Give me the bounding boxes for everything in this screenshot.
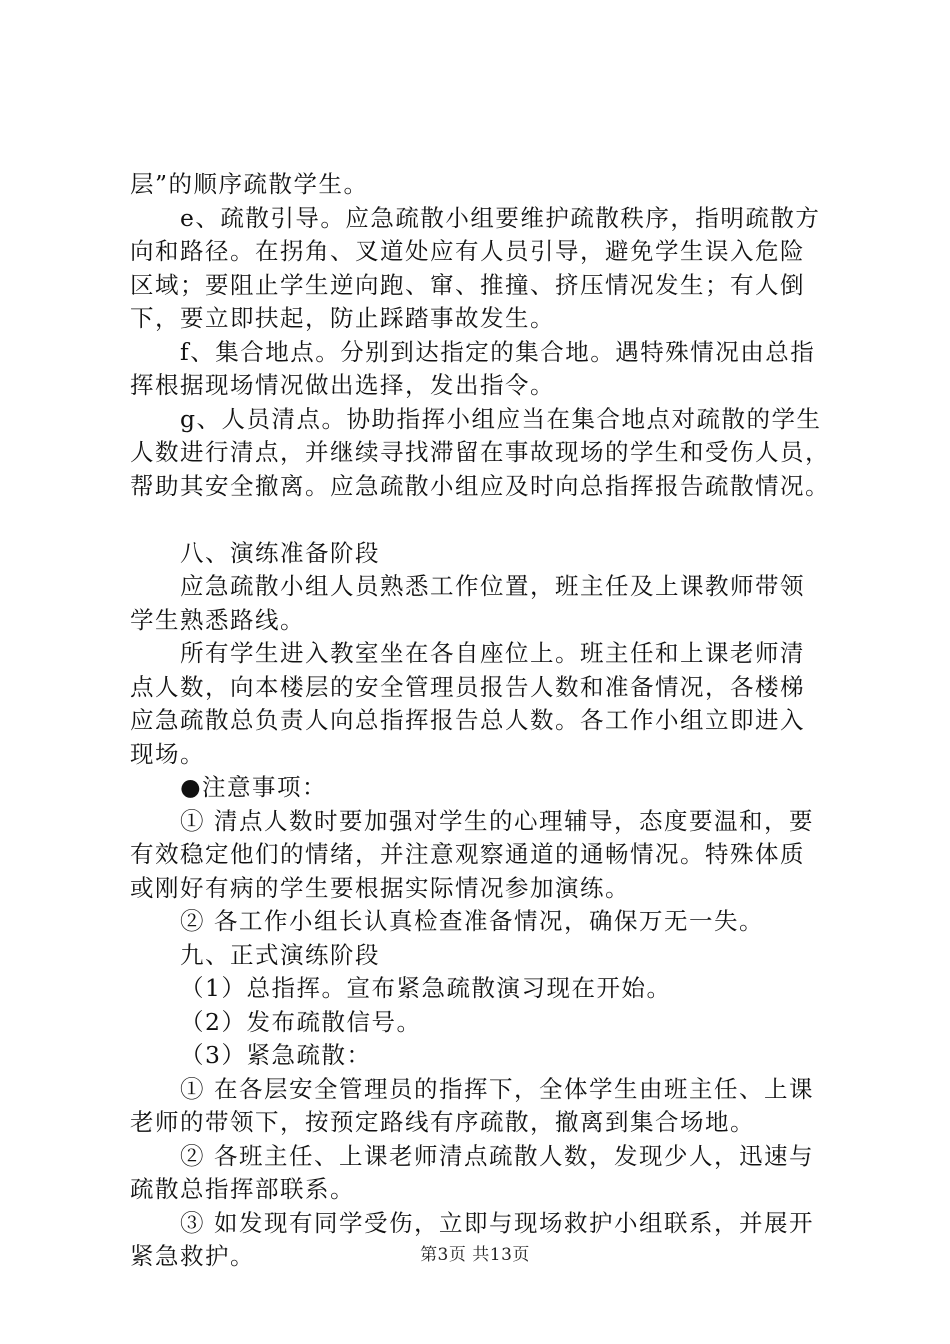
text-line: 疏散总指挥部联系。 bbox=[130, 1175, 355, 1203]
text-line: 点人数，向本楼层的安全管理员报告人数和准备情况，各楼梯 bbox=[130, 672, 805, 701]
text-line: g、人员清点。协助指挥小组应当在集合地点对疏散的学生 bbox=[180, 404, 822, 433]
document-body bbox=[130, 168, 842, 1274]
notes-heading: ●注意事项： bbox=[180, 773, 328, 801]
text-line: ② 各班主任、上课老师清点疏散人数，发现少人，迅速与 bbox=[180, 1141, 814, 1170]
text-line: ① 清点人数时要加强对学生的心理辅导，态度要温和，要 bbox=[180, 806, 814, 835]
text-line: 层”的顺序疏散学生。 bbox=[130, 170, 369, 198]
text-line: （3）紧急疏散： bbox=[180, 1041, 372, 1069]
text-line: 挥根据现场情况做出选择，发出指令。 bbox=[130, 371, 555, 399]
text-line: 区域；要阻止学生逆向跑、窜、推撞、挤压情况发生；有人倒 bbox=[130, 270, 805, 299]
text-line: 现场。 bbox=[130, 739, 205, 768]
text-line: 应急疏散小组人员熟悉工作位置，班主任及上课教师带领 bbox=[180, 572, 805, 600]
text-line: （2）发布疏散信号。 bbox=[180, 1007, 422, 1036]
text-line: ③ 如发现有同学受伤，立即与现场救护小组联系，并展开 bbox=[180, 1208, 814, 1237]
text-line: 向和路径。在拐角、叉道处应有人员引导，避免学生误入危险 bbox=[130, 237, 805, 265]
text-line: 应急疏散总负责人向总指挥报告总人数。各工作小组立即进入 bbox=[130, 706, 805, 734]
text-line: 老师的带领下，按预定路线有序疏散，撤离到集合场地。 bbox=[130, 1108, 755, 1136]
text-line: 有效稳定他们的情绪，并注意观察通道的通畅情况。特殊体质 bbox=[130, 840, 805, 868]
text-line: 人数进行清点，并继续寻找滞留在事故现场的学生和受伤人员， bbox=[130, 438, 830, 466]
section-heading: 八、演练准备阶段 bbox=[180, 538, 380, 567]
text-line: 学生熟悉路线。 bbox=[130, 605, 305, 634]
text-line: （1）总指挥。宣布紧急疏散演习现在开始。 bbox=[180, 974, 672, 1002]
text-line: ② 各工作小组长认真检查准备情况，确保万无一失。 bbox=[180, 907, 764, 935]
text-line: f、集合地点。分别到达指定的集合地。遇特殊情况由总指 bbox=[180, 337, 816, 366]
text-line: 下，要立即扶起，防止踩踏事故发生。 bbox=[130, 304, 555, 332]
section-heading: 九、正式演练阶段 bbox=[180, 940, 380, 969]
text-line: ① 在各层安全管理员的指挥下，全体学生由班主任、上课 bbox=[180, 1074, 814, 1103]
text-line: 所有学生进入教室坐在各自座位上。班主任和上课老师清 bbox=[180, 639, 805, 667]
page-number-footer: 第3页 共13页 bbox=[420, 1245, 530, 1265]
text-line: 或刚好有病的学生要根据实际情况参加演练。 bbox=[130, 873, 630, 902]
text-line: 紧急救护。 bbox=[130, 1242, 255, 1270]
paragraph-spacer bbox=[130, 503, 842, 537]
text-line: e、疏散引导。应急疏散小组要维护疏散秩序，指明疏散方 bbox=[180, 203, 821, 232]
text-line: 帮助其安全撤离。应急疏散小组应及时向总指挥报告疏散情况。 bbox=[130, 471, 830, 500]
